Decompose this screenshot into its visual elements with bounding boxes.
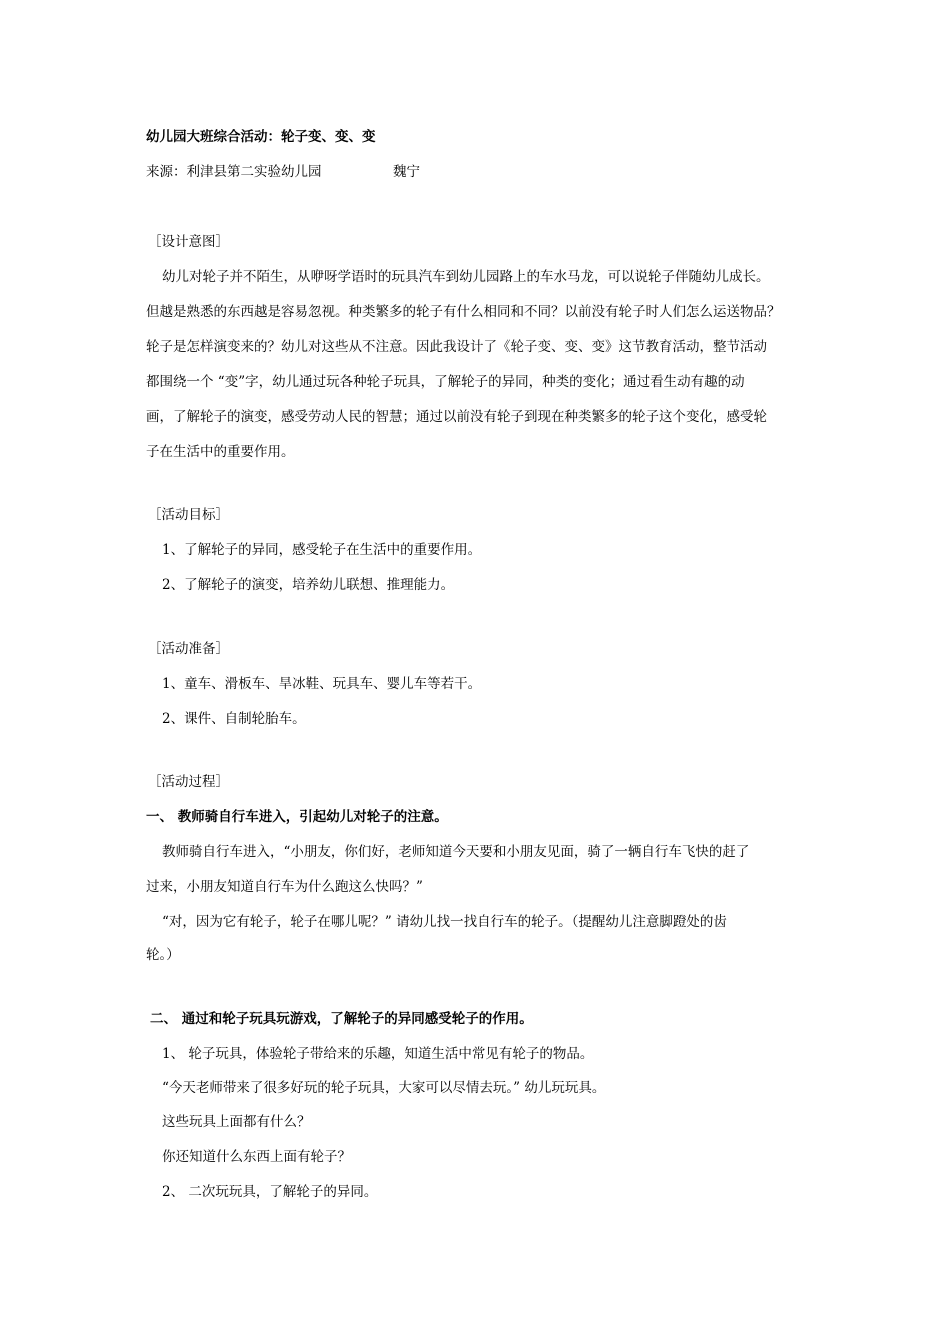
process-heading: ［活动过程］ (148, 774, 229, 790)
source-line (146, 163, 322, 181)
design-line: 但越是熟悉的东西越是容易忽视。种类繁多的轮子有什么相同和不同？以前没有轮子时人们怎么运送物品？ (146, 304, 781, 320)
goals-heading: ［活动目标］ (148, 507, 229, 523)
design-line: 子在生活中的重要作用。 (146, 444, 295, 460)
author-name: 魏宁 (393, 164, 420, 180)
step1-line: 轮。） (146, 947, 180, 963)
step2-line: 这些玩具上面都有什么？ (162, 1114, 311, 1130)
design-line: 画，了解轮子的演变，感受劳动人民的智慧；通过以前没有轮子到现在种类繁多的轮子这个变化，感受轮 (146, 409, 767, 425)
design-line: 都围绕一个 “变”字，幼儿通过玩各种轮子玩具，了解轮子的异同，种类的变化；通过看生动有趣的动 (146, 374, 745, 390)
prep-item: 1、童车、滑板车、旱冰鞋、玩具车、婴儿车等若干。 (162, 676, 482, 692)
prep-item: 2、课件、自制轮胎车。 (162, 711, 306, 727)
step1-heading: 一、 教师骑自行车进入，引起幼儿对轮子的注意。 (146, 809, 448, 825)
goal-item: 2、了解轮子的演变，培养幼儿联想、推理能力。 (162, 577, 455, 593)
step1-line: “对，因为它有轮子，轮子在哪儿呢？” 请幼儿找一找自行车的轮子。（提醒幼儿注意脚蹬处的齿 (162, 914, 727, 930)
design-line: 轮子是怎样演变来的？幼儿对这些从不注意。因此我设计了《轮子变、变、变》这节教育活动，整节活动 (146, 339, 767, 355)
step2-line: 你还知道什么东西上面有轮子？ (162, 1149, 351, 1165)
step1-line: 教师骑自行车进入，“小朋友，你们好，老师知道今天要和小朋友见面，骑了一辆自行车飞快的赶了 (162, 844, 750, 860)
step1-line: 过来，小朋友知道自行车为什么跑这么快吗？” (146, 879, 423, 895)
source-label: 来源：利津县第二实验幼儿园 (146, 164, 322, 180)
document-title: 幼儿园大班综合活动：轮子变、变、变 (146, 129, 376, 145)
prep-heading: ［活动准备］ (148, 641, 229, 657)
step2-line: 1、 轮子玩具，体验轮子带给来的乐趣，知道生活中常见有轮子的物品。 (162, 1046, 594, 1062)
design-line: 幼儿对轮子并不陌生，从咿呀学语时的玩具汽车到幼儿园路上的车水马龙，可以说轮子伴随幼儿成长。 (162, 269, 770, 285)
step2-heading: 二、 通过和轮子玩具玩游戏，了解轮子的异同感受轮子的作用。 (150, 1011, 533, 1027)
step2-line: “今天老师带来了很多好玩的轮子玩具，大家可以尽情去玩。” 幼儿玩玩具。 (162, 1080, 606, 1096)
goal-item: 1、了解轮子的异同，感受轮子在生活中的重要作用。 (162, 542, 482, 558)
design-heading: ［设计意图］ (148, 234, 229, 250)
step2-line: 2、 二次玩玩具，了解轮子的异同。 (162, 1184, 378, 1200)
